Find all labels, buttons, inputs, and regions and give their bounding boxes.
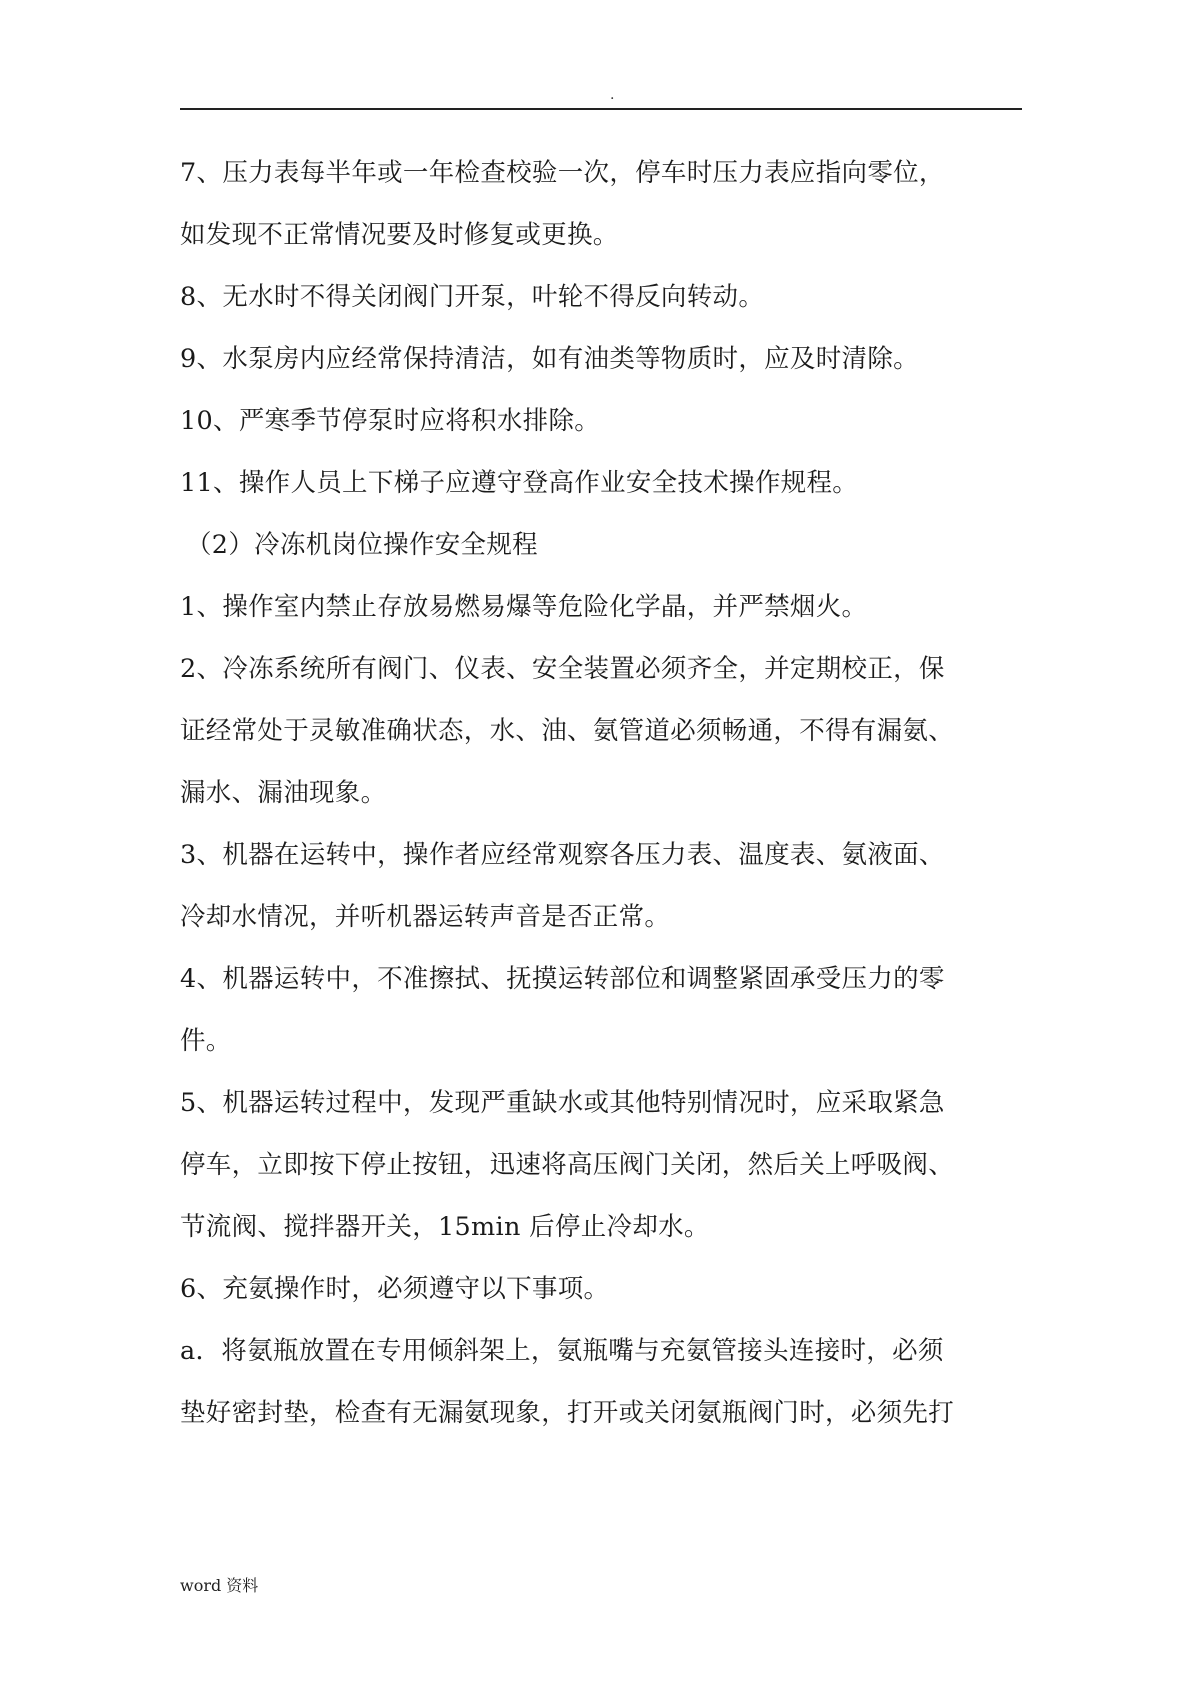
- text-line: a．将氨瓶放置在专用倾斜架上，氨瓶嘴与充氨管接头连接时，必须: [180, 1336, 944, 1366]
- text-line: 10、严寒季节停泵时应将积水排除。: [180, 406, 601, 436]
- text-line: 冷却水情况，并听机器运转声音是否正常。: [180, 902, 671, 932]
- text-line: 件。: [180, 1026, 232, 1056]
- text-line: 漏水、漏油现象。: [180, 778, 387, 808]
- text-line: 4、机器运转中，不准擦拭、抚摸运转部位和调整紧固承受压力的零: [180, 964, 945, 994]
- text-line: 垫好密封垫，检查有无漏氨现象，打开或关闭氨瓶阀门时，必须先打: [180, 1398, 955, 1428]
- text-line: 6、充氨操作时，必须遵守以下事项。: [180, 1274, 610, 1304]
- document-body: [180, 142, 1025, 1444]
- header-rule: [180, 108, 1022, 110]
- page-footer: word 资料: [180, 1576, 259, 1595]
- text-line: 8、无水时不得关闭阀门开泵，叶轮不得反向转动。: [180, 282, 765, 312]
- text-line: 证经常处于灵敏准确状态，水、油、氨管道必须畅通，不得有漏氨、: [180, 716, 955, 746]
- text-line: 5、机器运转过程中，发现严重缺水或其他特别情况时，应采取紧急: [180, 1088, 945, 1118]
- text-line: 节流阀、搅拌器开关，15min 后停止冷却水。: [180, 1212, 710, 1242]
- text-line: 9、水泵房内应经常保持清洁，如有油类等物质时，应及时清除。: [180, 344, 919, 374]
- header-mark: .: [610, 87, 615, 103]
- text-line: 如发现不正常情况要及时修复或更换。: [180, 220, 619, 250]
- text-line: 7、压力表每半年或一年检查校验一次，停车时压力表应指向零位，: [180, 158, 945, 188]
- text-line: 11、操作人员上下梯子应遵守登高作业安全技术操作规程。: [180, 468, 859, 498]
- text-line: 停车，立即按下停止按钮，迅速将高压阀门关闭，然后关上呼吸阀、: [180, 1150, 955, 1180]
- section-heading: （2）冷冻机岗位操作安全规程: [186, 530, 538, 560]
- text-line: 1、操作室内禁止存放易燃易爆等危险化学晶，并严禁烟火。: [180, 592, 868, 622]
- text-line: 3、机器在运转中，操作者应经常观察各压力表、温度表、氨液面、: [180, 840, 945, 870]
- text-line: 2、冷冻系统所有阀门、仪表、安全装置必须齐全，并定期校正，保: [180, 654, 945, 684]
